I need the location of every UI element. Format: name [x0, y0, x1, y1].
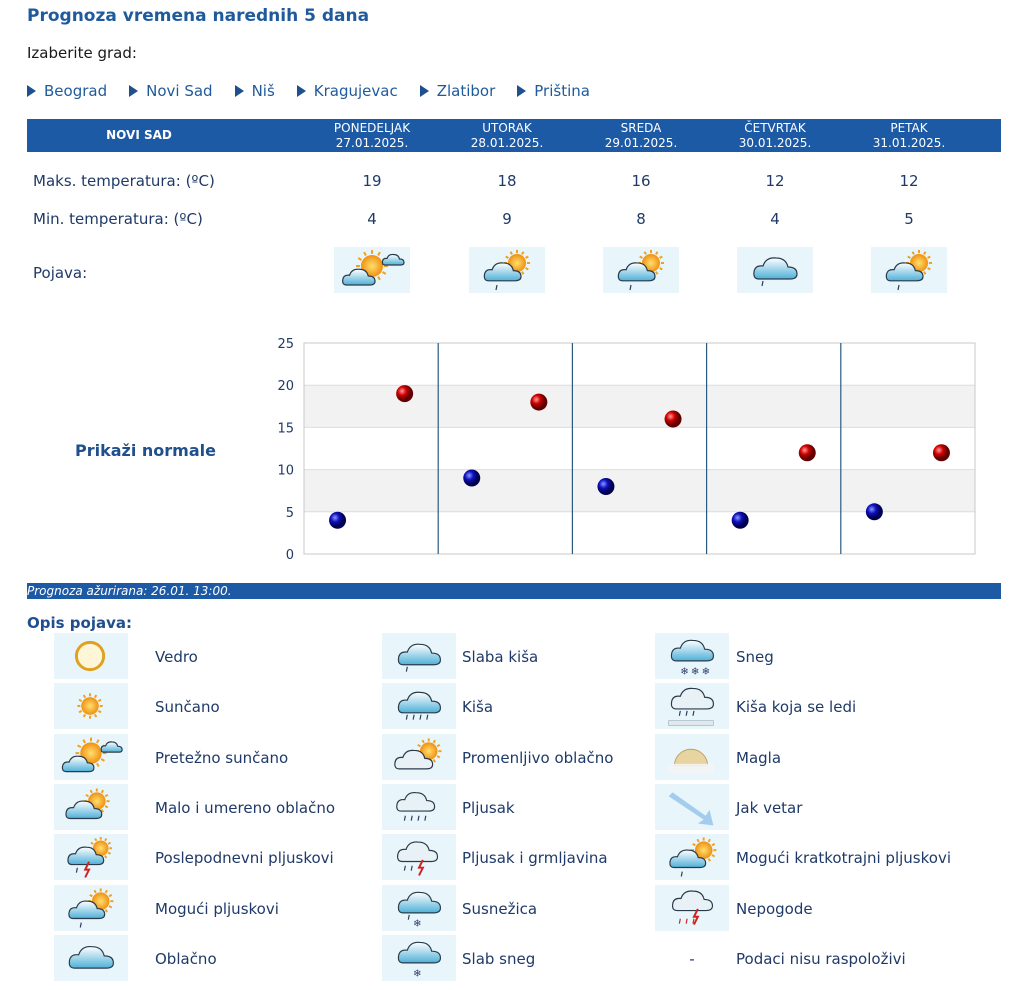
day-header	[312, 121, 432, 151]
y-tick-label: 25	[277, 337, 294, 352]
partly-cloudy-icon	[54, 784, 128, 830]
min-temp-value: 4	[770, 210, 780, 228]
snow-icon	[655, 633, 729, 679]
triangle-right-icon	[235, 85, 244, 97]
svg-text:❄: ❄	[413, 968, 422, 980]
page-title: Prognoza vremena narednih 5 dana	[27, 6, 370, 26]
legend-label: Magla	[736, 748, 782, 767]
city-links	[27, 82, 612, 100]
max-temp-point	[530, 394, 547, 411]
legend-label: Oblačno	[155, 949, 217, 968]
temperature-chart	[260, 330, 980, 565]
mostly-sunny-icon	[54, 734, 128, 780]
legend-label: Sneg	[736, 648, 774, 666]
max-temp-value: 18	[497, 172, 517, 190]
day-name: ČETVRTAK	[744, 121, 806, 135]
city-link[interactable]	[420, 82, 496, 100]
city-link-label: Priština	[534, 82, 590, 100]
city-link-label: Kragujevac	[313, 82, 398, 100]
city-select-label: Izaberite grad:	[27, 44, 137, 62]
svg-text:❄: ❄	[680, 666, 689, 678]
legend-label: Mogući kratkotrajni pljuskovi	[736, 849, 951, 868]
max-temp-value: 12	[765, 172, 785, 190]
triangle-right-icon	[517, 85, 526, 97]
legend-label: Slab sneg	[462, 949, 536, 968]
clear-icon	[54, 633, 128, 679]
day-header	[447, 121, 567, 151]
legend-label: Pljusak	[462, 798, 515, 817]
cloudy-icon	[54, 935, 128, 981]
phenomenon-label: Pojava:	[33, 264, 88, 282]
forecast-header	[27, 119, 1001, 152]
svg-text:❄: ❄	[701, 666, 710, 678]
max-temp-point	[396, 385, 413, 402]
legend-title: Opis pojava:	[27, 614, 132, 632]
min-temp-value: 9	[502, 210, 512, 228]
max-temp-value: 12	[899, 172, 919, 190]
day-date: 27.01.2025.	[335, 136, 409, 150]
min-temp-value: 4	[367, 210, 377, 228]
sleet-icon	[382, 885, 456, 931]
light-rain-icon	[382, 633, 456, 679]
rain-icon	[382, 683, 456, 729]
possible-showers-icon	[603, 247, 679, 293]
grid-band	[304, 427, 975, 469]
freezing-rain-icon	[655, 683, 729, 729]
y-tick-label: 15	[277, 421, 294, 437]
city-link[interactable]	[27, 82, 107, 100]
brief-showers-icon	[655, 834, 729, 880]
min-temp-label: Min. temperatura: (ºC)	[33, 210, 203, 228]
max-temp-value: 19	[362, 172, 382, 190]
legend-label: Poslepodnevni pljuskovi	[155, 849, 334, 868]
city-link[interactable]	[297, 82, 398, 100]
legend-label: Pljusak i grmljavina	[462, 849, 608, 868]
min-temp-value: 5	[904, 210, 914, 228]
day-date: 28.01.2025.	[470, 136, 544, 150]
mostly-sunny-icon	[334, 247, 410, 293]
y-tick-label: 20	[277, 379, 294, 395]
y-tick-label: 0	[285, 548, 294, 563]
possible-showers-icon	[871, 247, 947, 293]
day-name: PETAK	[890, 121, 928, 135]
triangle-right-icon	[297, 85, 306, 97]
legend-label: Promenljivo oblačno	[462, 748, 614, 767]
legend-label: Jak vetar	[736, 798, 803, 817]
max-temp-point	[933, 444, 950, 461]
updated-text: Prognoza ažurirana: 26.01. 13:00.	[27, 584, 232, 598]
min-temp-value: 8	[636, 210, 646, 228]
city-link[interactable]	[129, 82, 212, 100]
day-header	[715, 121, 835, 151]
day-name: PONEDELJAK	[333, 121, 411, 135]
day-date: 31.01.2025.	[872, 136, 946, 150]
grid-band	[304, 343, 975, 385]
min-temp-point	[866, 503, 883, 520]
possible-showers-icon	[54, 885, 128, 931]
city-link-label: Beograd	[44, 82, 108, 100]
city-link[interactable]	[235, 82, 275, 100]
sunny-icon	[54, 683, 128, 729]
legend-label: Slaba kiša	[462, 648, 539, 666]
legend-label: Pretežno sunčano	[155, 748, 289, 767]
show-normals-link[interactable]: Prikaži normale	[75, 441, 216, 460]
legend-label: Malo i umereno oblačno	[155, 798, 336, 817]
afternoon-showers-icon	[54, 834, 128, 880]
svg-text:❄: ❄	[413, 918, 422, 929]
y-tick-label: 10	[277, 463, 294, 479]
day-name: UTORAK	[482, 121, 532, 135]
triangle-right-icon	[27, 85, 36, 97]
min-temp-point	[597, 478, 614, 495]
legend-label: Sunčano	[155, 698, 220, 717]
updated-bar	[27, 583, 1001, 599]
y-tick-label: 5	[285, 505, 294, 521]
possible-showers-icon	[469, 247, 545, 293]
min-temp-point	[329, 512, 346, 529]
day-header	[581, 121, 701, 151]
city-link-label: Novi Sad	[146, 82, 213, 100]
svg-text:❄: ❄	[691, 666, 700, 678]
day-header	[849, 121, 969, 151]
triangle-right-icon	[129, 85, 138, 97]
storm-icon	[655, 885, 729, 931]
thunderstorm-icon	[382, 834, 456, 880]
max-temp-value: 16	[631, 172, 651, 190]
day-date: 30.01.2025.	[738, 136, 812, 150]
legend-label: Susnežica	[462, 899, 538, 918]
legend-no-data-dash: -	[689, 949, 695, 968]
legend-label: Vedro	[155, 648, 198, 666]
min-temp-point	[732, 512, 749, 529]
city-link-label: Zlatibor	[436, 82, 496, 100]
city-link-label: Niš	[251, 82, 275, 100]
legend-label: Podaci nisu raspoloživi	[736, 949, 906, 968]
strong-wind-icon	[655, 784, 729, 830]
legend-label: Mogući pljuskovi	[155, 899, 279, 918]
light-snow-icon	[382, 935, 456, 981]
triangle-right-icon	[420, 85, 429, 97]
max-temp-point	[665, 410, 682, 427]
legend-label: Nepogode	[736, 899, 813, 918]
legend-label: Kiša koja se ledi	[736, 698, 857, 717]
day-name: SREDA	[620, 121, 662, 135]
selected-city: NOVI SAD	[106, 128, 172, 142]
max-temp-point	[799, 444, 816, 461]
legend-label: Kiša	[462, 698, 494, 717]
light-rain-icon	[737, 247, 813, 293]
fog-icon	[655, 734, 729, 780]
max-temp-label: Maks. temperatura: (ºC)	[33, 172, 215, 190]
min-temp-point	[463, 470, 480, 487]
variable-cloudy-icon	[382, 734, 456, 780]
city-link[interactable]	[517, 82, 590, 100]
day-date: 29.01.2025.	[604, 136, 678, 150]
shower-icon	[382, 784, 456, 830]
